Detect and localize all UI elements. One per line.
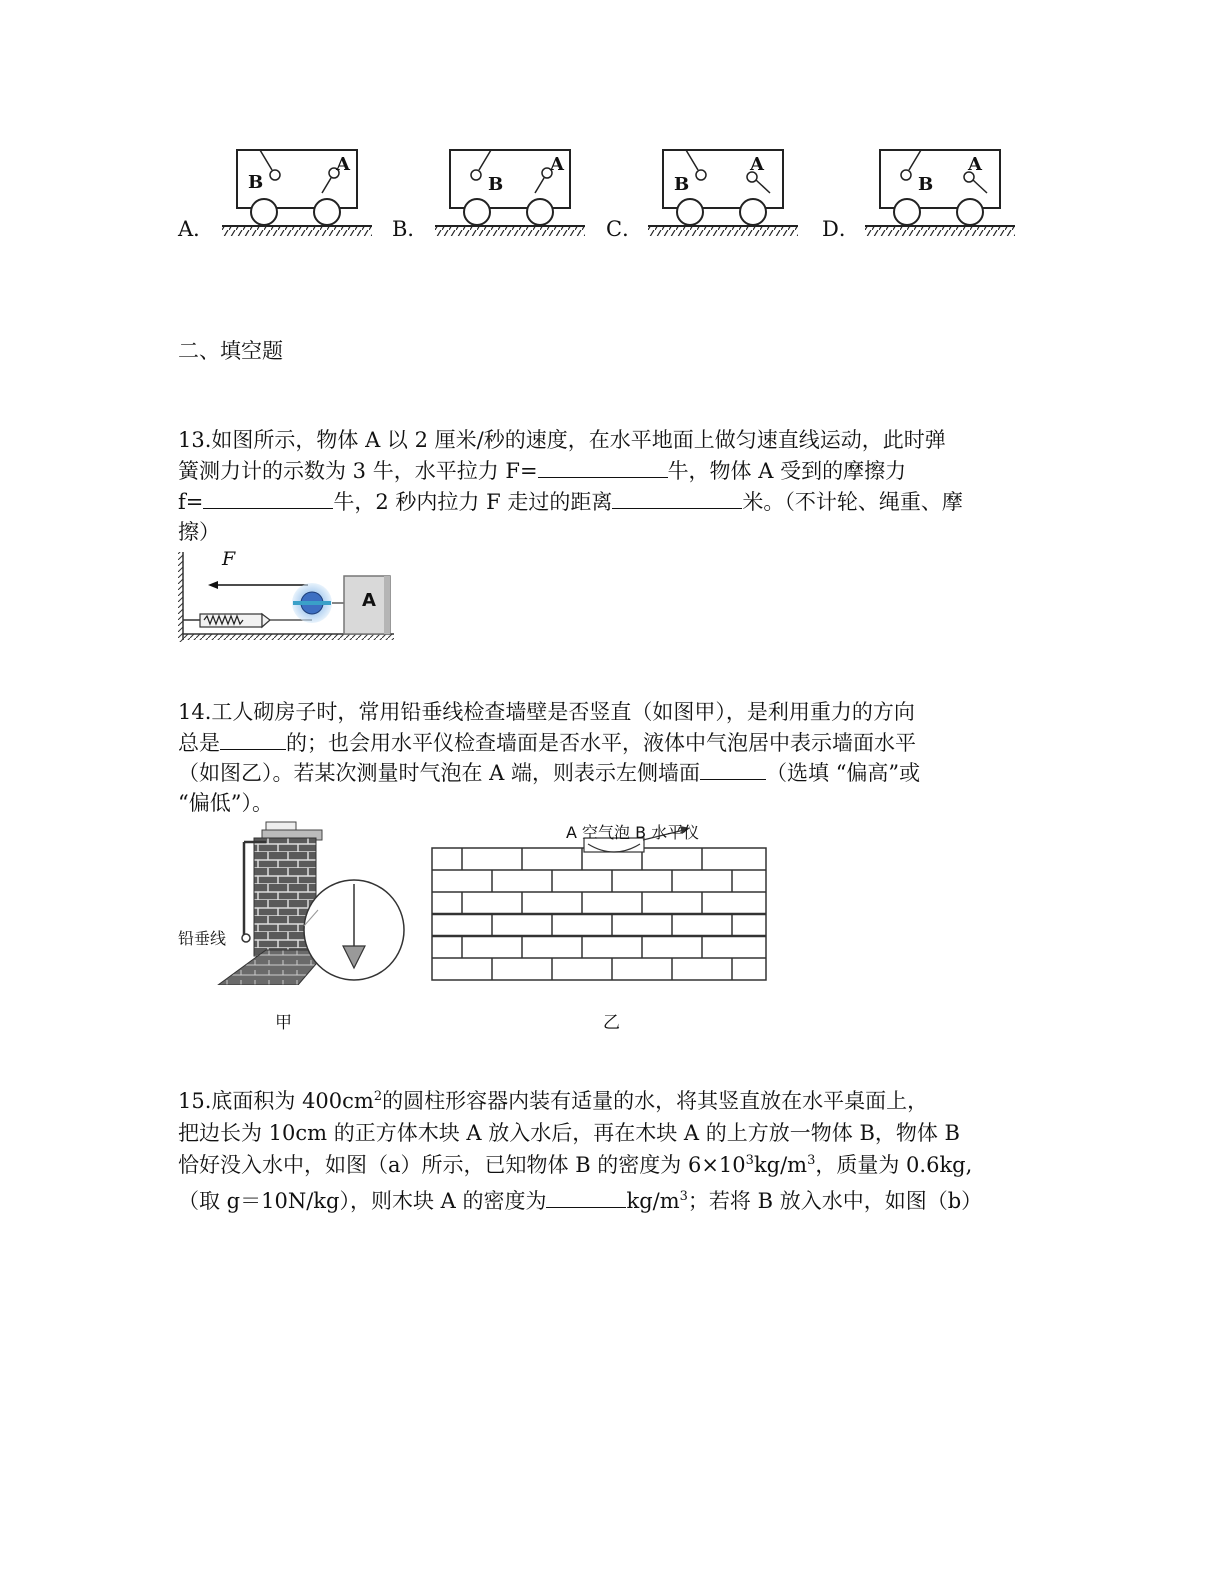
option-label-a[interactable]: A．: [178, 217, 215, 241]
cart-c-letter-a: A: [750, 154, 764, 175]
q14-blank-wall[interactable]: [700, 759, 766, 780]
q15-line-3b: kg/m: [753, 1153, 808, 1177]
q15-line-4: [178, 1186, 982, 1216]
q15-line-1-sup: 2: [373, 1089, 383, 1104]
q15-line-4a: （取 g＝10N/kg），则木块 A 的密度为: [178, 1189, 547, 1213]
q13-line-4: 擦）: [178, 520, 220, 544]
cart-a-letter-b: B: [248, 172, 264, 193]
q13-line-3: [178, 487, 963, 517]
q13-line-2a: 簧测力计的示数为 3 牛，水平拉力 F=: [178, 459, 538, 483]
option-label-b[interactable]: B．: [392, 217, 429, 241]
q14-line-2a: 总是: [178, 731, 220, 755]
cart-c-letter-b: B: [674, 174, 690, 195]
options-row: [170, 140, 1050, 250]
cart-b-letter-a: A: [550, 154, 564, 175]
q13-blank-distance[interactable]: [612, 488, 742, 509]
q13-figure: [178, 548, 398, 644]
q14-line-2: [178, 728, 916, 758]
q15-line-4b: kg/m: [626, 1189, 680, 1213]
q15-line-3c: ，质量为 0.6kg,: [815, 1153, 973, 1177]
q13-line-3a: f=: [178, 490, 204, 514]
cart-b-letter-b: B: [488, 174, 504, 195]
q15-blank-density[interactable]: [546, 1187, 626, 1208]
q13-line-3c: 米。（不计轮、绳重、摩: [742, 490, 963, 514]
cart-a-letter-a: A: [336, 154, 350, 175]
q15-line-1: [178, 1086, 928, 1116]
q15-line-1b: 的圆柱形容器内装有适量的水，将其竖直放在水平桌面上，: [382, 1089, 929, 1113]
q13-line-1: 13.如图所示，物体 A 以 2 厘米/秒的速度，在水平地面上做匀速直线运动，此时弹: [178, 428, 946, 452]
q15-line-3-sup2: 3: [807, 1153, 816, 1168]
q14-line-2b: 的；也会用水平仪检查墙面是否水平，液体中气泡居中表示墙面水平: [286, 731, 916, 755]
q14-line-3a: （如图乙）。若某次测量时气泡在 A 端，则表示左侧墙面: [178, 761, 701, 785]
cart-option-c: [648, 150, 798, 236]
q13-blank-force[interactable]: [538, 457, 668, 478]
cart-d-letter-a: A: [968, 154, 982, 175]
q14-line-1: 14.工人砌房子时，常用铅垂线检查墙壁是否竖直（如图甲），是利用重力的方向: [178, 700, 915, 724]
level-label: A 空气泡 B 水平仪: [566, 823, 700, 842]
q15-line-4-sup: 3: [679, 1189, 688, 1204]
cart-option-d: [865, 150, 1015, 236]
q13-line-2: [178, 456, 906, 486]
q14-line-3b: （选填 “偏高”或: [766, 761, 921, 785]
q14-caption-jia: 甲: [275, 1013, 292, 1033]
q15-line-3a: 恰好没入水中，如图（a）所示，已知物体 B 的密度为 6×10: [178, 1153, 746, 1177]
option-label-c[interactable]: C．: [606, 217, 644, 241]
q14-figure-jia: [178, 820, 408, 985]
q15-line-3-sup: 3: [745, 1153, 754, 1168]
q15-line-3: [178, 1150, 972, 1180]
q13-line-2b: 牛，物体 A 受到的摩擦力: [667, 459, 907, 483]
plumb-line-label: 铅垂线: [178, 929, 227, 948]
spirit-level-diagram: [428, 820, 768, 985]
q14-figure-yi: [428, 820, 768, 985]
q13-fig-label-a: A: [362, 590, 376, 611]
cart-d-letter-b: B: [918, 174, 934, 195]
q14-blank-direction[interactable]: [220, 729, 286, 750]
q14-line-3: [178, 758, 920, 788]
q14-line-4: “偏低”）。: [178, 791, 273, 815]
q15-line-1a: 15.底面积为 400cm: [178, 1089, 374, 1113]
option-label-d[interactable]: D．: [822, 217, 860, 241]
q15-line-4c: ；若将 B 放入水中，如图（b）: [687, 1189, 983, 1213]
section-title: 二、填空题: [178, 339, 283, 363]
q13-blank-friction[interactable]: [203, 488, 333, 509]
q13-line-3b: 牛，2 秒内拉力 F 走过的距离: [333, 490, 613, 514]
q13-fig-label-f: F: [222, 548, 236, 570]
plumb-line-diagram: [178, 820, 408, 985]
q15-line-2: 把边长为 10cm 的正方体木块 A 放入水后，再在木块 A 的上方放一物体 B，物体 B: [178, 1121, 960, 1145]
q14-caption-yi: 乙: [603, 1013, 620, 1033]
